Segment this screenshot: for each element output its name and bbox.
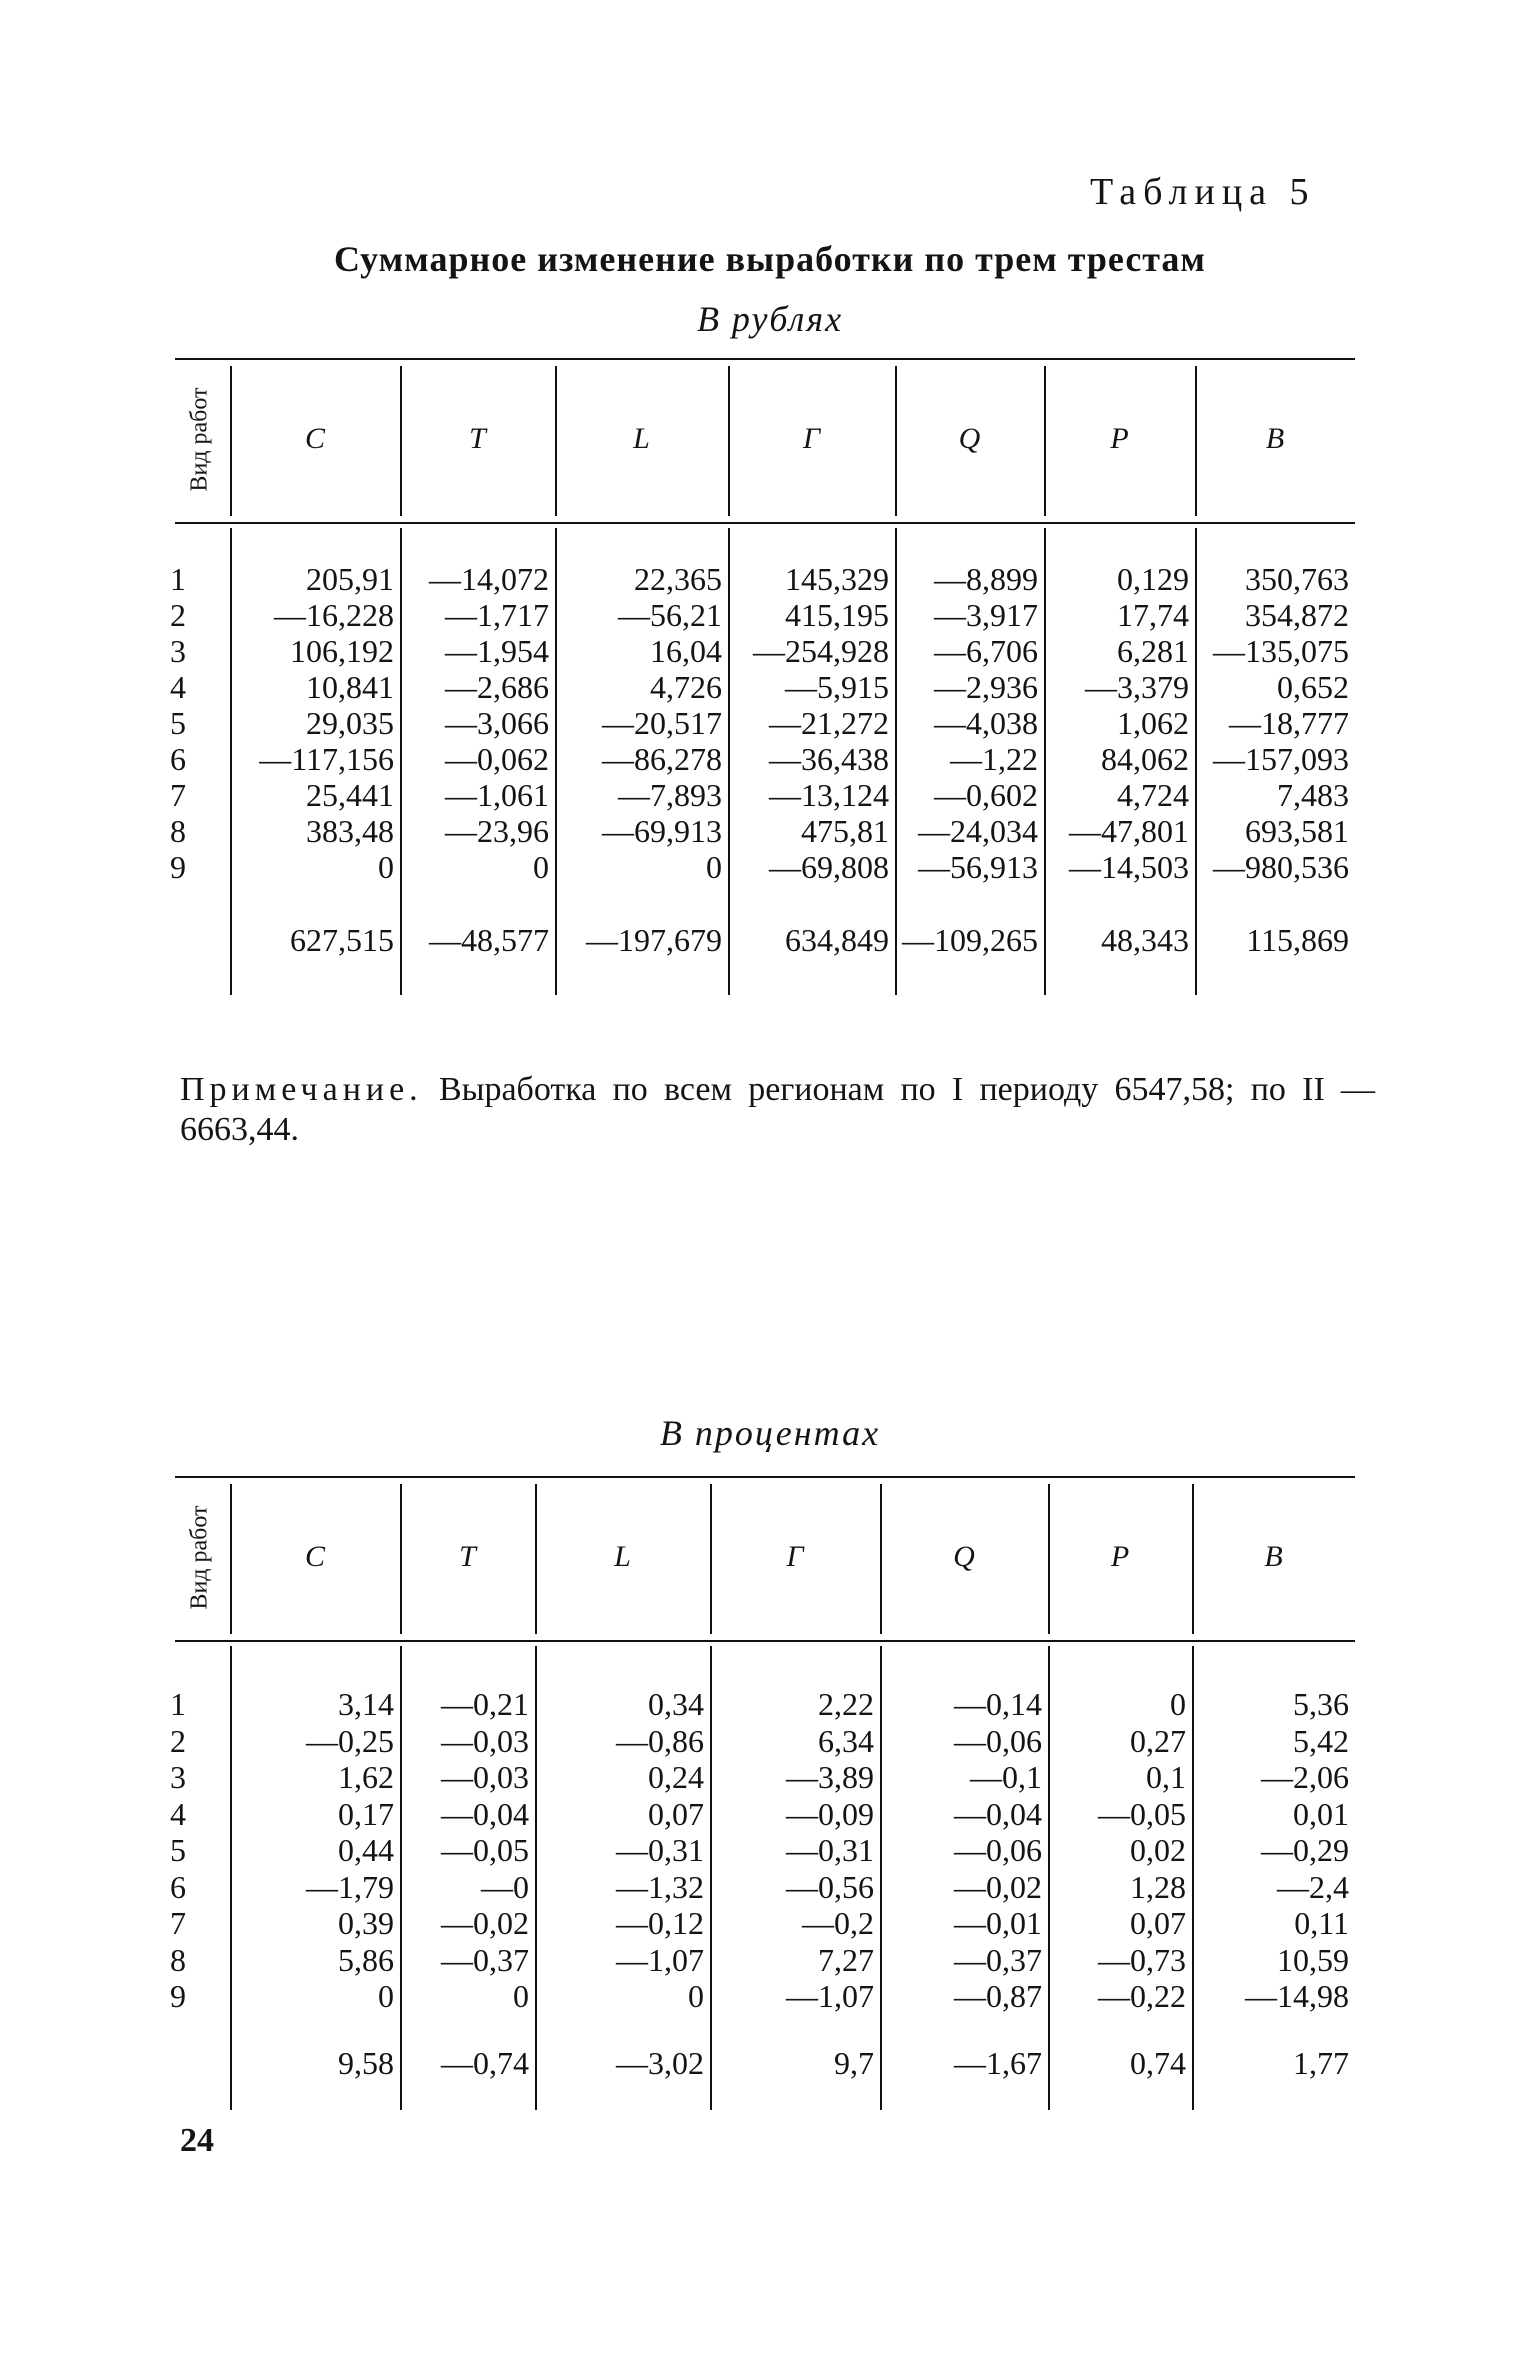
column-header: Г [786,1540,804,1573]
table-cell: —7,893 [618,777,722,813]
table-cell: —0,56 [786,1868,874,1905]
total-cell: 48,343 [1101,922,1189,958]
row-number: 6 [170,1868,186,1905]
note-text: Выработка по всем регионам по I периоду 6547,58; по II — 6663,44. [180,1071,1376,1148]
total-cell: 9,7 [834,2045,874,2081]
column-header: T [459,1540,476,1573]
row-number: 1 [170,561,186,597]
table-cell: —0 [481,1868,529,1905]
total-cell: 1,77 [1293,2045,1349,2081]
table-cell: 16,04 [650,633,722,669]
column-header: B [1264,1540,1283,1573]
column-header: B [1265,422,1285,455]
table-cell: 0,34 [648,1686,704,1722]
table-cell: 0,1 [1146,1759,1186,1795]
column-header: T [469,422,486,455]
table-cell: 350,763 [1245,561,1349,597]
table-cell: 0,07 [648,1795,704,1832]
row-number: 6 [170,741,186,777]
table-cell: —0,31 [786,1832,874,1868]
body-column-divider [1195,528,1197,995]
body-column-divider [230,528,232,995]
table-cell: —1,07 [786,1978,874,2014]
table-cell: —117,156 [259,741,394,777]
total-cell: 115,869 [1246,922,1349,958]
unit-label-rubles: В рублях [696,299,844,339]
table-cell: —3,379 [1085,669,1189,705]
table-cell: —36,438 [769,741,889,777]
table-cell: —1,07 [616,1941,704,1978]
table-cell: —0,31 [616,1832,704,1868]
table-cell: —2,4 [1277,1868,1349,1905]
table-cell: —0,21 [441,1686,529,1722]
body-column-divider [880,1646,882,2110]
table-cell: —6,706 [934,633,1038,669]
column-header: P [1110,422,1129,455]
row-number: 3 [170,633,186,669]
table-cell: 0 [688,1978,704,2014]
table-cell: —47,801 [1069,813,1189,849]
table-cell: —0,03 [441,1759,529,1795]
table-cell: 205,91 [306,561,394,597]
row-number: 8 [170,813,186,849]
table-cell: —1,32 [616,1868,704,1905]
table-cell: —3,89 [786,1759,874,1795]
row-number: 5 [170,705,186,741]
table-cell: 0 [533,849,549,885]
row-number: 4 [170,1795,186,1832]
note-lead: Примечание. [180,1071,423,1108]
table-cell: —980,536 [1213,849,1349,885]
table-cell: —0,05 [441,1832,529,1868]
table-cell: 0,27 [1130,1722,1186,1759]
table-cell: 7,27 [818,1941,874,1978]
table-cell: 0,44 [338,1832,394,1868]
unit-label-percent: В процентах [659,1413,881,1453]
table-cell: 6,281 [1117,633,1189,669]
table-cell: 6,34 [818,1722,874,1759]
table-cell: 10,59 [1277,1941,1349,1978]
table-cell: —20,517 [602,705,722,741]
table-cell: —69,913 [602,813,722,849]
table-cell: —0,2 [802,1905,874,1941]
table-cell: 0,129 [1117,561,1189,597]
table-cell: —1,717 [445,597,549,633]
table-cell: 0,01 [1293,1795,1349,1832]
table-cell: 0 [378,849,394,885]
row-number: 8 [170,1941,186,1978]
table-cell: 22,365 [634,561,722,597]
table-cell: 25,441 [306,777,394,813]
table-cell: —0,04 [954,1795,1042,1832]
row-number: 9 [170,849,186,885]
table-cell: —0,09 [786,1795,874,1832]
total-cell: —48,577 [429,922,549,958]
table-cell: —13,124 [769,777,889,813]
table-cell: —56,913 [918,849,1038,885]
table-cell: 2,22 [818,1686,874,1722]
total-cell: 634,849 [785,922,889,958]
page-number: 24 [180,2122,214,2159]
total-cell: —3,02 [616,2045,704,2081]
total-cell: 627,515 [290,922,394,958]
table-cell: —0,03 [441,1722,529,1759]
table-cell: —86,278 [602,741,722,777]
column-header: C [304,1540,325,1573]
table-cell: 29,035 [306,705,394,741]
body-column-divider [230,1646,232,2110]
row-number: 7 [170,777,186,813]
table-cell: —56,21 [618,597,722,633]
table-cell: —3,917 [934,597,1038,633]
table-cell: 10,841 [306,669,394,705]
table-cell: 415,195 [785,597,889,633]
table-cell: 383,48 [306,813,394,849]
row-number: 9 [170,1978,186,2014]
table-cell: —0,02 [954,1868,1042,1905]
table-cell: 17,74 [1117,597,1189,633]
total-cell: —109,265 [902,922,1038,958]
table-header-rule [175,1640,1355,1642]
table-cell: 1,062 [1117,705,1189,741]
table-cell: 0,17 [338,1795,394,1832]
table-cell: —4,038 [934,705,1038,741]
table-cell: 4,724 [1117,777,1189,813]
table-cell: 5,86 [338,1941,394,1978]
body-column-divider [1192,1646,1194,2110]
table-cell: 4,726 [650,669,722,705]
table-note [180,1070,1375,1150]
row-number: 5 [170,1832,186,1868]
table-cell: 0,39 [338,1905,394,1941]
row-header-label: Вид работ [186,387,213,492]
total-cell: 0,74 [1130,2045,1186,2081]
table-cell: —24,034 [918,813,1038,849]
table-title: Суммарное изменение выработки по трем трестам [334,239,1206,279]
total-cell: —197,679 [586,922,722,958]
table-cell: —1,954 [445,633,549,669]
table-cell: —2,686 [445,669,549,705]
table-cell: —0,86 [616,1722,704,1759]
body-column-divider [535,1646,537,2110]
table-cell: —0,04 [441,1795,529,1832]
body-column-divider [710,1646,712,2110]
row-header-label: Вид работ [186,1505,213,1610]
column-header: P [1110,1540,1130,1573]
table-cell: —21,272 [769,705,889,741]
table-cell: —2,936 [934,669,1038,705]
table-cell: 1,28 [1130,1868,1186,1905]
table-cell: —1,061 [445,777,549,813]
body-column-divider [555,528,557,995]
table-cell: 0 [378,1978,394,2014]
table-cell: —0,06 [954,1722,1042,1759]
table-cell: 0,07 [1130,1905,1186,1941]
table-cell: 84,062 [1101,741,1189,777]
table-cell: —8,899 [934,561,1038,597]
table-cell: —1,79 [306,1868,394,1905]
table-cell: —0,29 [1261,1832,1349,1868]
column-header: L [614,1540,631,1573]
table-cell: 0,24 [648,1759,704,1795]
table-cell: —0,05 [1098,1795,1186,1832]
table-cell: 7,483 [1277,777,1349,813]
table-cell: —0,602 [934,777,1038,813]
row-number: 4 [170,669,186,705]
table-cell: 0,11 [1294,1905,1349,1941]
table-cell: —0,062 [445,741,549,777]
row-number: 7 [170,1905,186,1941]
table-cell: 0 [706,849,722,885]
table-cell: —14,072 [429,561,549,597]
table-cell: —18,777 [1229,705,1349,741]
table-cell: —0,1 [970,1759,1042,1795]
table-cell: —0,73 [1098,1941,1186,1978]
table-cell: —5,915 [785,669,889,705]
table-cell: 693,581 [1245,813,1349,849]
table-cell: —0,22 [1098,1978,1186,2014]
table-cell: —0,14 [954,1686,1042,1722]
column-header: L [633,422,650,455]
table-cell: —0,37 [954,1941,1042,1978]
table-cell: 354,872 [1245,597,1349,633]
column-header: Q [953,1540,975,1573]
row-number: 3 [170,1759,186,1795]
table-cell: —69,808 [769,849,889,885]
table-cell: —0,01 [954,1905,1042,1941]
table-top-rule [175,358,1355,360]
body-column-divider [1048,1646,1050,2110]
table-cell: 475,81 [801,813,889,849]
table-cell: —23,96 [445,813,549,849]
table-cell: 5,36 [1293,1686,1349,1722]
table-cell: —14,98 [1245,1978,1349,2014]
table-cell: —0,87 [954,1978,1042,2014]
table-cell: 0,02 [1130,1832,1186,1868]
column-header: C [304,422,325,455]
table-cell: 145,329 [785,561,889,597]
row-number: 2 [170,1722,186,1759]
body-column-divider [728,528,730,995]
table-cell: —0,37 [441,1941,529,1978]
table-cell: —0,02 [441,1905,529,1941]
table-cell: —0,06 [954,1832,1042,1868]
table-top-rule [175,1476,1355,1478]
table-cell: —135,075 [1213,633,1349,669]
table-cell: 5,42 [1293,1722,1349,1759]
table-number: Таблица 5 [1090,171,1316,213]
table-cell: —157,093 [1213,741,1349,777]
table-cell: 0,652 [1277,669,1349,705]
table-cell: 3,14 [338,1686,394,1722]
body-column-divider [1044,528,1046,995]
table-cell: —16,228 [274,597,394,633]
table-cell: —3,066 [445,705,549,741]
table-cell: —14,503 [1069,849,1189,885]
table-cell: —2,06 [1261,1759,1349,1795]
body-column-divider [400,528,402,995]
column-header: Q [958,422,981,455]
table-cell: 0 [1170,1686,1186,1722]
body-column-divider [895,528,897,995]
table-cell: 1,62 [338,1759,394,1795]
table-cell: —254,928 [753,633,889,669]
row-number: 2 [170,597,186,633]
table-cell: 106,192 [290,633,394,669]
total-cell: —1,67 [954,2045,1042,2081]
column-header: Г [802,422,821,455]
table-cell: —0,12 [616,1905,704,1941]
table-cell: —1,22 [950,741,1038,777]
table-header-rule [175,522,1355,524]
table-cell: 0 [513,1978,529,2014]
row-number: 1 [170,1686,186,1722]
table-cell: —0,25 [306,1722,394,1759]
total-cell: —0,74 [441,2045,529,2081]
total-cell: 9,58 [338,2045,394,2081]
body-column-divider [400,1646,402,2110]
